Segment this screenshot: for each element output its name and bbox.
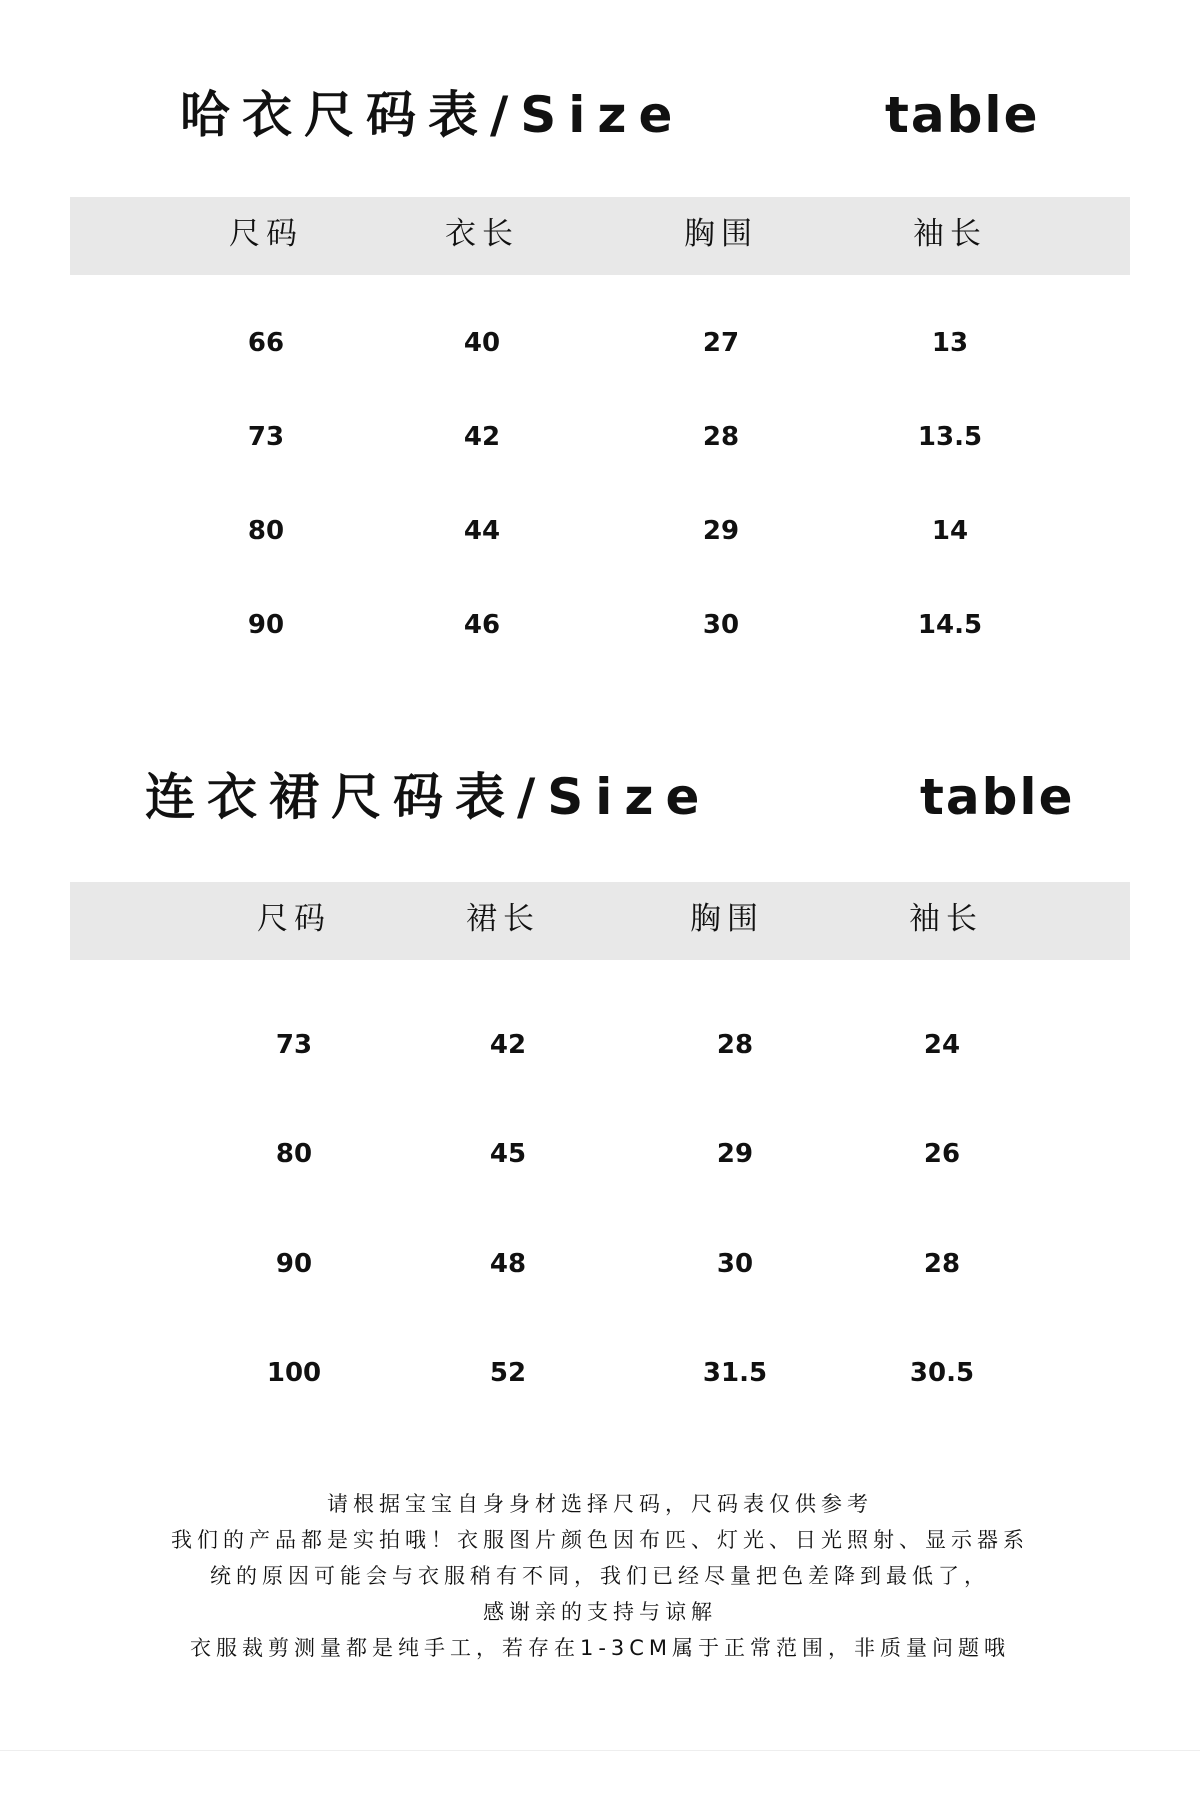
table2-cell-length: 42 xyxy=(489,1030,527,1060)
note-line: 感谢亲的支持与谅解 xyxy=(483,1600,717,1624)
table1-header-chest: 胸围 xyxy=(684,216,758,252)
table1-cell-size: 90 xyxy=(247,610,285,640)
table2-cell-length: 45 xyxy=(489,1139,527,1169)
table2-header-size: 尺码 xyxy=(257,901,331,937)
table1-header-length: 衣长 xyxy=(445,216,519,252)
table2-header-sleeve: 袖长 xyxy=(909,901,983,937)
table2-cell-size: 100 xyxy=(266,1358,322,1388)
table1-title: 哈衣尺码表/Size xyxy=(180,86,685,144)
table1-cell-length: 46 xyxy=(463,610,501,640)
table1-cell-sleeve: 13.5 xyxy=(917,422,983,452)
table1-cell-length: 40 xyxy=(463,328,501,358)
table1-header-sleeve: 袖长 xyxy=(913,216,987,252)
table2-cell-sleeve: 30.5 xyxy=(909,1358,975,1388)
table2-cell-length: 48 xyxy=(489,1249,527,1279)
table2-header-chest: 胸围 xyxy=(690,901,764,937)
bottom-divider xyxy=(0,1750,1200,1751)
table2-cell-chest: 30 xyxy=(716,1249,754,1279)
table2-cell-sleeve: 28 xyxy=(923,1249,961,1279)
table1-cell-sleeve: 14.5 xyxy=(917,610,983,640)
table1-cell-size: 80 xyxy=(247,516,285,546)
note-line: 统的原因可能会与衣服稍有不同，我们已经尽量把色差降到最低了， xyxy=(210,1564,990,1588)
table1-cell-chest: 27 xyxy=(702,328,740,358)
table2-cell-sleeve: 26 xyxy=(923,1139,961,1169)
table1-cell-chest: 29 xyxy=(702,516,740,546)
note-line: 衣服裁剪测量都是纯手工，若存在1-3CM属于正常范围，非质量问题哦 xyxy=(189,1636,1011,1660)
table1-cell-chest: 30 xyxy=(702,610,740,640)
table2-cell-size: 90 xyxy=(275,1249,313,1279)
note-line: 请根据宝宝自身身材选择尺码，尺码表仅供参考 xyxy=(327,1492,873,1516)
table2-cell-size: 73 xyxy=(275,1030,313,1060)
table1-cell-sleeve: 14 xyxy=(931,516,969,546)
table2-title: 连衣裙尺码表/Size xyxy=(145,768,712,826)
table2-cell-chest: 28 xyxy=(716,1030,754,1060)
table1-cell-chest: 28 xyxy=(702,422,740,452)
table2-cell-chest: 29 xyxy=(716,1139,754,1169)
table1-cell-size: 66 xyxy=(247,328,285,358)
table1-cell-length: 42 xyxy=(463,422,501,452)
table1-cell-length: 44 xyxy=(463,516,501,546)
table1-cell-sleeve: 13 xyxy=(931,328,969,358)
table2-cell-length: 52 xyxy=(489,1358,527,1388)
table1-cell-size: 73 xyxy=(247,422,285,452)
note-line: 我们的产品都是实拍哦！衣服图片颜色因布匹、灯光、日光照射、显示器系 xyxy=(171,1528,1029,1552)
table2-header-length: 裙长 xyxy=(466,901,540,937)
table2-cell-sleeve: 24 xyxy=(923,1030,961,1060)
table2-title-word: table xyxy=(920,768,1075,826)
table2-cell-chest: 31.5 xyxy=(702,1358,768,1388)
table2-cell-size: 80 xyxy=(275,1139,313,1169)
table1-title-word: table xyxy=(885,86,1040,144)
table1-header-size: 尺码 xyxy=(229,216,303,252)
